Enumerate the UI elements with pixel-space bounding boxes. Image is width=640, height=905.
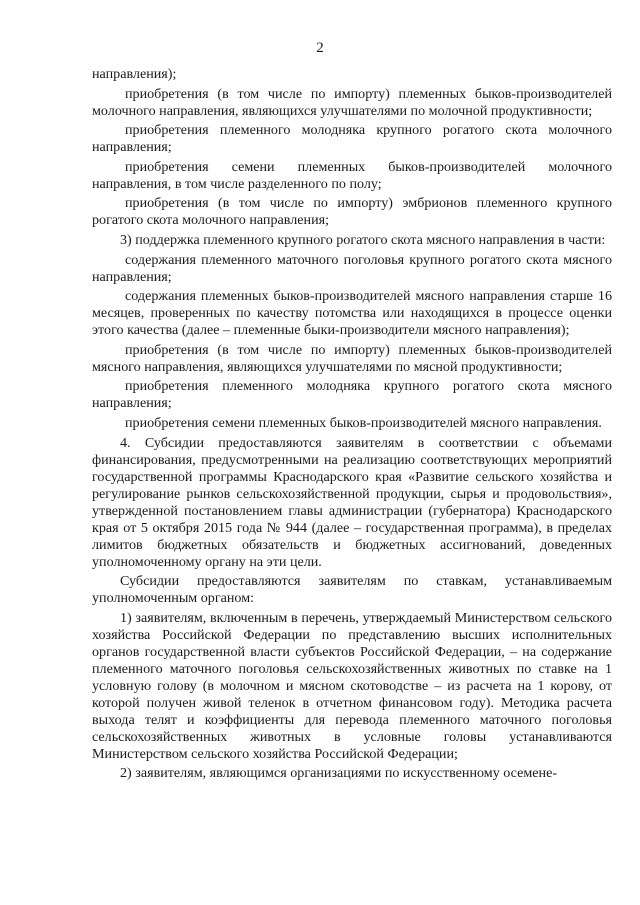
paragraph: содержания племенных быков-производителей мясного направления старше 16 месяцев, проверенных по качеству потомства или находящихся в процессе оценки этого качества (далее – племенные быки-производители мясного направления); xyxy=(92,288,612,339)
paragraph: 2) заявителям, являющимся организациями по искусственному осемене- xyxy=(120,765,558,782)
document-body xyxy=(92,66,612,785)
paragraph: направления); xyxy=(92,66,177,82)
paragraph: 3) поддержка племенного крупного рогатого скота мясного направления в части: xyxy=(120,231,606,248)
paragraph: 1) заявителям, включенным в перечень, утверждаемый Министерством сельского хозяйства Российской Федерации по представлению высших исполнительных органов государственной власти субъектов Российской Федерации, – на содержание племенного маточного поголовья сельскохозяйственных животных по ставке на 1 условную голову (в молочном и мясном скотоводстве – из расчета на 1 корову, от которой получен живой теленок в отчетном финансовом году). Методика расчета выхода телят и коэффициенты для перевода племенного маточного поголовья сельскохозяйственных животных в условные головы устанавливаются Министерством сельского хозяйства Российской Федерации; xyxy=(92,609,612,762)
paragraph: содержания племенного маточного поголовья крупного рогатого скота мясного направления; xyxy=(92,251,612,285)
paragraph: 4. Субсидии предоставляются заявителям в соответствии с объемами финансирования, предусмотренными на реализацию соответствующих мероприятий государственной программы Краснодарского края «Развитие сельского хозяйства и регулирование рынков сельскохозяйственной продукции, сырья и продовольствия», утвержденной постановлением главы администрации (губернатора) Краснодарского края от 5 октября 2015 года № 944 (далее – государственная программа), в пределах лимитов бюджетных обязательств и бюджетных ассигнований, доведенных уполномоченному органу на эти цели. xyxy=(92,434,612,570)
paragraph: приобретения семени племенных быков-производителей мясного направления. xyxy=(125,414,602,431)
paragraph: приобретения (в том числе по импорту) племенных быков-производителей мясного направления, являющихся улучшателями по мясной продуктивности; xyxy=(92,341,612,375)
paragraph: приобретения семени племенных быков-производителей молочного направления, в том числе разделенного по полу; xyxy=(92,158,612,192)
paragraph: приобретения племенного молодняка крупного рогатого скота молочного направления; xyxy=(92,122,612,156)
paragraph: приобретения племенного молодняка крупного рогатого скота мясного направления; xyxy=(92,378,612,412)
paragraph: приобретения (в том числе по импорту) эмбрионов племенного крупного рогатого скота молочного направления; xyxy=(92,195,612,229)
paragraph: приобретения (в том числе по импорту) племенных быков-производителей молочного направления, являющихся улучшателями по молочной продуктивности; xyxy=(92,85,612,119)
page-number: 2 xyxy=(316,40,324,56)
paragraph: Субсидии предоставляются заявителям по ставкам, устанавливаемым уполномоченным органом: xyxy=(92,573,612,607)
